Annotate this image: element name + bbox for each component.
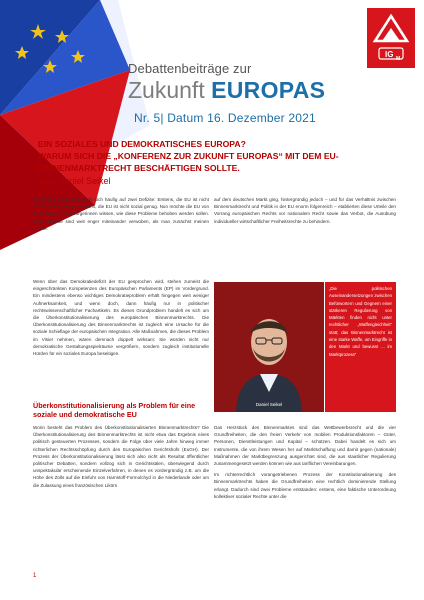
headline-line-1: EIN SOZIALES UND DEMOKRATISCHES EUROPA? — [38, 139, 246, 149]
intro-right — [214, 196, 396, 229]
intro-left — [33, 196, 209, 236]
intro-paragraph-1: Die Kritik an Europa bezieht sich häufig auf zwei Defizite: Erstens, die EU ist nicht demokratisch genug; zweitens, die EU ist nicht sozial genug. Nun möchte die EU von ihren Bürgern und Bürgerinnen wissen, wie diese Probleme behoben werden sollen. Beide Defizite sind weit enger miteinander verwoben, als man zunächst meinen könnte. — [33, 197, 209, 231]
logo-mark-icon — [367, 8, 415, 68]
body-right — [214, 424, 396, 504]
body-left-bottom — [33, 424, 209, 493]
body-paragraph-2: Worin besteht das Problem des Überkonstitutionalisierten Binnenmarktrechts? Die Überkonstitutionalisierung des Binnenmarktrechts ist nicht etwa das Ergebnis eines politisch gesteuerten Prozesses, sondern die Folge über viele Jahre hinweg immer richterlichen Rechtsschöpfung durch den Europäischen Gerichtshofs (EuGH). Der Prozess der Überkonstitutionalisierung lässt sich also nicht als Resultat öffentlicher politischer Debatten, sondern vollzog sich in Gerichtssälen, überwiegend durch unspektakulär erscheinende Einzelverfahren, in denen es vordergründig z.B. um die Höhe des Zolls auf die Einfuhr von Harnstoff-Formolchyd in die Niederlande oder um die Zulassung eines französischen Likörs — [33, 425, 209, 488]
author-byline: Von Daniel Seikel — [40, 176, 111, 186]
series-title — [128, 76, 325, 104]
issue-line: Nr. 5| Datum 16. Dezember 2021 — [134, 111, 316, 125]
author-photo — [214, 282, 324, 412]
body-paragraph-1: Wenn über das Demokratiedefizit der EU gesprochen wird, stehen zumeist die eingeschränkten Kompetenzen des Europäischen Parlaments (EP) im Vordergrund. Ein mindestens ebenso wichtiges Demokratieproblem erhält hingegen weit weniger Aufmerksamkeit, und wenn doch, dann häufig nur in politischer rechtswissenschaftlicher Fachartikeln. Es dieses Grundproblem handelt es sich um die Überkonstitutionalisierung des europäischen Binnenmarktrechts. Die Überkonstitutionalisierung des Binnenmarktrechts ist zugleich eine Ursache für die soziale Schieflage der europäischen Integration. Alle Maßnahmen, die dieses Problem im Visier nehmen, wären demnach doppelt wirksam: Sie würden nicht nur demokratische Gestaltungsspielräume vergrößern, sondern zugleich institutionelle Hürden für ein soziales Europa beseitigen. — [33, 279, 209, 357]
portrait-image — [214, 282, 324, 412]
section-subhead: Überkonstitutionalisierung als Problem für eine soziale und demokratische EU — [33, 401, 196, 419]
logo-subtext: M — [396, 56, 401, 62]
headline-line-2: WARUM SICH DIE „KONFERENZ ZUR ZUKUNFT EUROPAS“ MIT DEM EU- — [38, 151, 339, 161]
body-paragraph-4: Im richterrechtlich vorangetriebenen Prozess der Konstitutionalisierung des Binnenmarktrechts haben die Grundfreiheiten eine rechtlich dominierende Stellung erlangt. Dadurch sind zwei Probleme entstanden: erstens, eine faktische Unterordnung kollektiver sozialer Rechte unter die — [214, 472, 396, 499]
photo-caption: Daniel Seikel — [255, 402, 283, 407]
ig-metall-logo — [367, 8, 415, 68]
intro-paragraph-2: auf dem deutschen Markt ging, hintergründig jedoch – und für das Verhältnis zwischen Binnenmarktrecht und Politik in der EU enorm folgenreich – etablierten diese Urteile den Vorrang europäischen Rechts vor nationalem Recht sowie das Verbot, die Ausübung individueller wirtschaftlicher Freiheitsrechte zu behindern. — [214, 197, 396, 224]
article-headline — [38, 138, 378, 174]
logo-text: IG — [385, 50, 394, 59]
pull-quote: „Die politischen Auseinandersetzungen zwischen Befürwortern und Gegnern einer stärkeren Regulierung von Märkten finden nicht unter rechtlicher „Waffengleichheit“ statt; das Binnenmarktrecht ist eine starke Waffe, um Eingriffe in den Markt und bewusst ... im Marktprozess“ — [325, 282, 396, 412]
page-number: 1 — [33, 573, 37, 579]
title-main: Zukunft — [128, 77, 212, 103]
headline-line-3: BINNENMARKTRECHT BESCHÄFTIGEN SOLLTE. — [38, 163, 240, 173]
series-kicker: Debattenbeiträge zur — [128, 61, 252, 76]
title-emphasis: EUROPAS — [211, 77, 326, 103]
body-paragraph-3: Das Herzstück des Binnenmarktes sind das Wettbewerbsrecht und die vier Grundfreiheiten, die den freien Verkehr von mobilen Produktionsfaktoren – Güter, Personen, Dienstleistungen und Kapital – schützen. Dabei handelt es sich um Instrumente, die von ihrem Wesen her auf Marktschaffung und damit gegen (nationale) Maßnahmen der Marktbegrenzung ausgerichtet sind, die aus staatlicher Regulierung zusammengesetzt werden können wie aus tariflichen Vereinbarungen. — [214, 425, 396, 467]
body-left-top — [33, 278, 209, 361]
